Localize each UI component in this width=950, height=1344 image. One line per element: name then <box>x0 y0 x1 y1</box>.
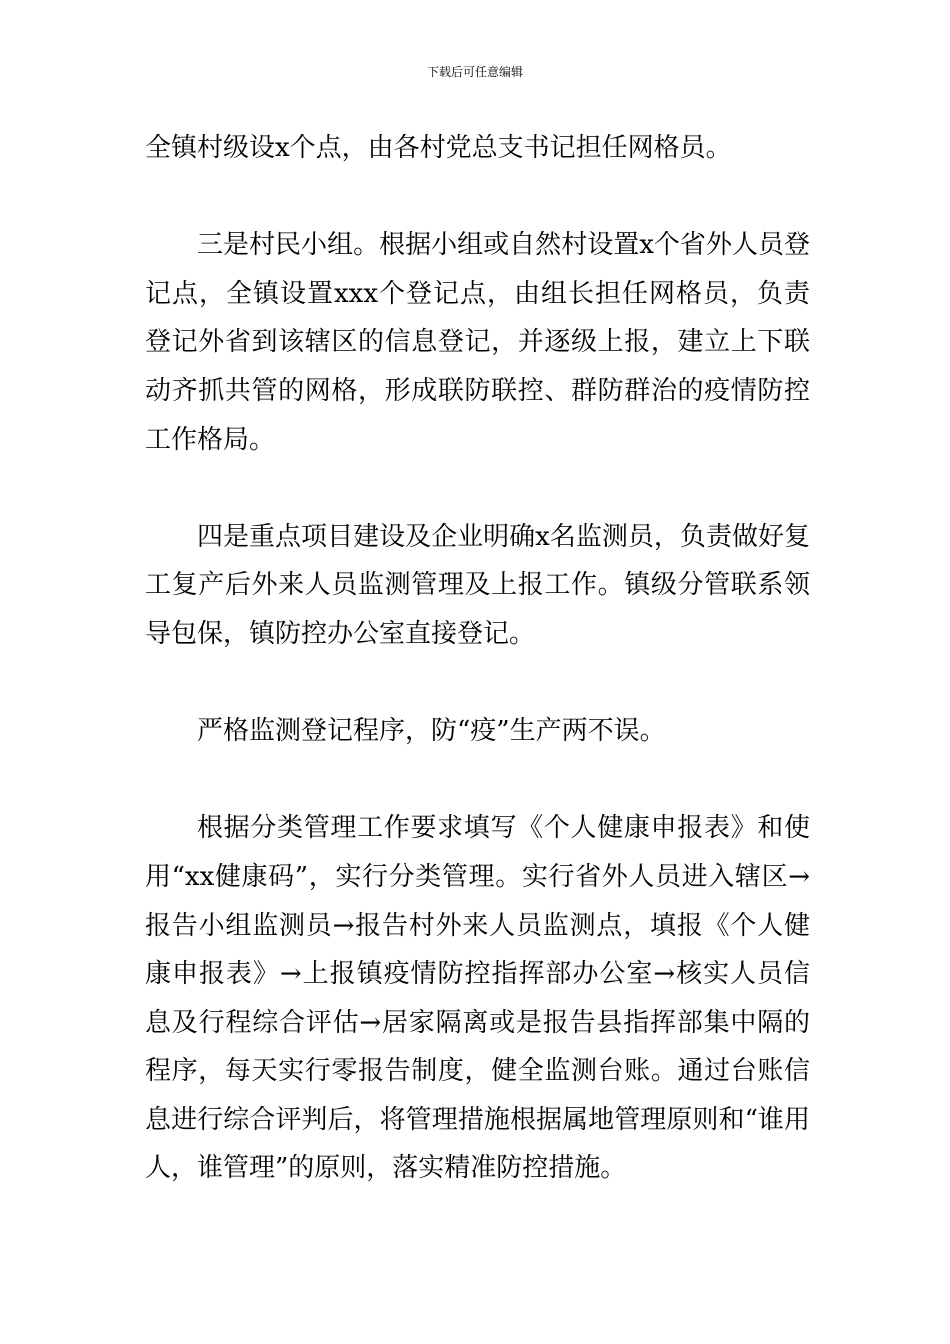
paragraph-continuation: 全镇村级设x个点，由各村党总支书记担任网格员。 <box>145 133 732 163</box>
page-header: 下载后可任意编辑 <box>426 65 523 79</box>
paragraph-classification-management: 根据分类管理工作要求填写《个人健康申报表》和使用“xx健康码”，实行分类管理。实行省外人员进入辖区→报告小组监测员→报告村外来人员监测点，填报《个人健康申报表》→上报镇疫情防控指挥部办公室→核实人员信息及行程综合评估→居家隔离或是报告县指挥部集中隔的程序，每天实行零报告制度，健全监测台账。通过台账信息进行综合评判后，将管理措施根据属地管理原则和“谁用人，谁管理”的原则，落实精准防控措施。 <box>145 813 810 1184</box>
paragraph-gap <box>145 173 810 222</box>
document-body <box>145 124 810 1193</box>
paragraph-gap <box>145 756 810 805</box>
paragraph-gap <box>145 659 810 708</box>
paragraph-gap <box>145 464 810 513</box>
paragraph-village-groups: 三是村民小组。根据小组或自然村设置x个省外人员登记点，全镇设置xxx个登记点，由组长担任网格员，负责登记外省到该辖区的信息登记，并逐级上报，建立上下联动齐抓共管的网格，形成联防联控、群防群治的疫情防控工作格局。 <box>145 230 810 455</box>
paragraph-key-projects: 四是重点项目建设及企业明确x名监测员，负责做好复工复产后外来人员监测管理及上报工作。镇级分管联系领导包保，镇防控办公室直接登记。 <box>145 521 810 649</box>
section-heading: 严格监测登记程序，防“疫”生产两不误。 <box>197 716 666 747</box>
